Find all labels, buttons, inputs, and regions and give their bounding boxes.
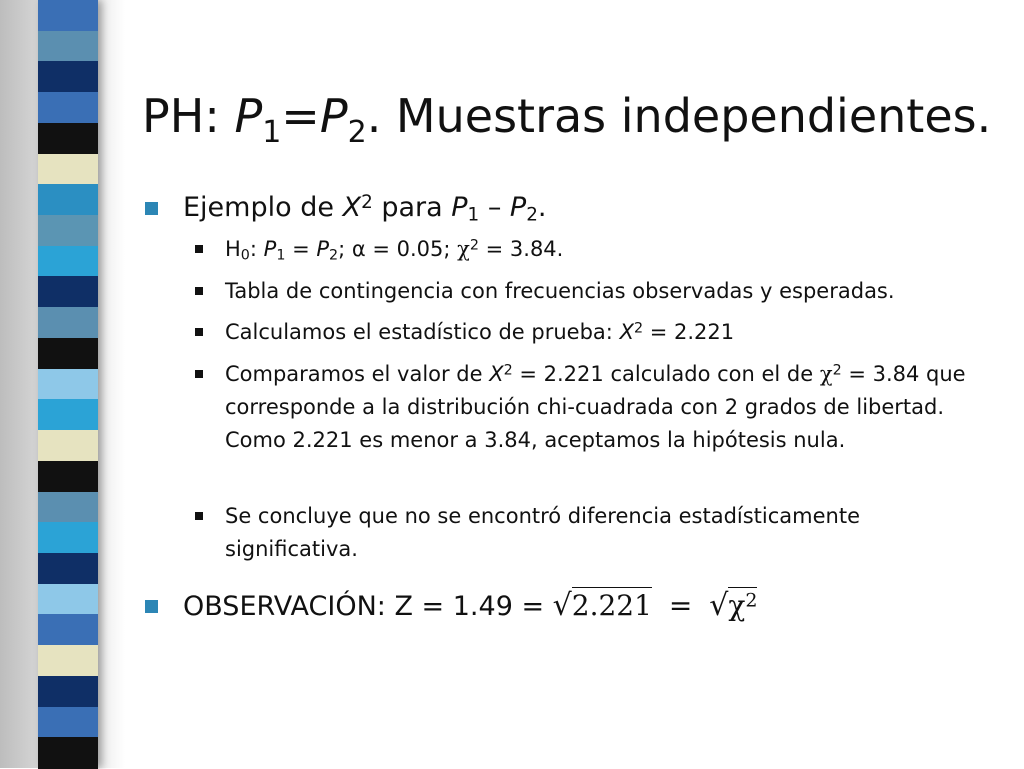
square-bullet-icon (195, 287, 203, 295)
stripe-block (38, 276, 98, 308)
stripe-block (38, 645, 98, 677)
square-bullet-icon (195, 245, 203, 253)
stripe-block (38, 676, 98, 708)
decorative-stripe (38, 0, 98, 768)
stripe-block (38, 338, 98, 370)
stripe-block (38, 614, 98, 646)
hypothesis-text: $H_0$: $P_1 = P_2$; α = 0.05; $\chi^2 = 3.84$. (225, 237, 564, 264)
statistic-text: Calculamos el estadístico de prueba: $X^2 = 2.221$ (225, 320, 735, 344)
stripe-block (38, 307, 98, 339)
sqrt-icon: √ (552, 588, 572, 623)
slide-title: PH: $P_1=P_2$. Muestras independientes. (142, 89, 992, 150)
stripe-block (38, 553, 98, 585)
stripe-block (38, 492, 98, 524)
square-bullet-icon (195, 370, 203, 378)
stripe-block (38, 369, 98, 401)
sqrt-icon: √ (709, 588, 729, 623)
bullet-example-text: Ejemplo de $X^2$ para $P_1 - P_2$. (183, 191, 547, 226)
stripe-block (38, 430, 98, 462)
table-text: Tabla de contingencia con frecuencias observadas y esperadas. (225, 279, 895, 303)
sub-bullet-hypothesis (195, 233, 975, 266)
stripe-block (38, 584, 98, 616)
sub-bullet-statistic (195, 316, 975, 349)
stripe-block (38, 522, 98, 554)
stripe-block (38, 92, 98, 124)
stripe-block (38, 461, 98, 493)
bullet-example (145, 191, 1005, 225)
stripe-block (38, 737, 98, 769)
stripe-block (38, 154, 98, 186)
bullet-observation (145, 586, 1005, 626)
stripe-block (38, 0, 98, 32)
stripe-block (38, 184, 98, 216)
stripe-block (38, 123, 98, 155)
stripe-block (38, 399, 98, 431)
square-bullet-icon (195, 328, 203, 336)
square-bullet-icon (195, 512, 203, 520)
stripe-block (38, 246, 98, 278)
sub-bullet-conclusion (195, 500, 975, 566)
comparison-text: Comparamos el valor de $X^2 = 2.221$ calculado con el de $\chi^2 = 3.84$ que corresponde a la distribución chi-cuadrada con 2 grados de libertad. Como 2.221 es menor a 3.84, aceptamos la hipótesis nula. (225, 362, 966, 452)
sub-bullet-table (195, 275, 975, 308)
radicand-chi: $\chi^2$ (728, 589, 758, 622)
square-bullet-icon (145, 600, 158, 613)
radicand-value: 2.221 (571, 589, 652, 622)
stripe-block (38, 707, 98, 739)
observation-text: OBSERVACIÓN: $Z = 1.49 = √2.221 = √\chi^2$ (183, 588, 758, 623)
conclusion-text: Se concluye que no se encontró diferencia estadísticamente significativa. (225, 504, 861, 561)
square-bullet-icon (145, 202, 158, 215)
stripe-block (38, 215, 98, 247)
stripe-block (38, 61, 98, 93)
stripe-block (38, 31, 98, 63)
sub-bullet-comparison (195, 358, 975, 490)
